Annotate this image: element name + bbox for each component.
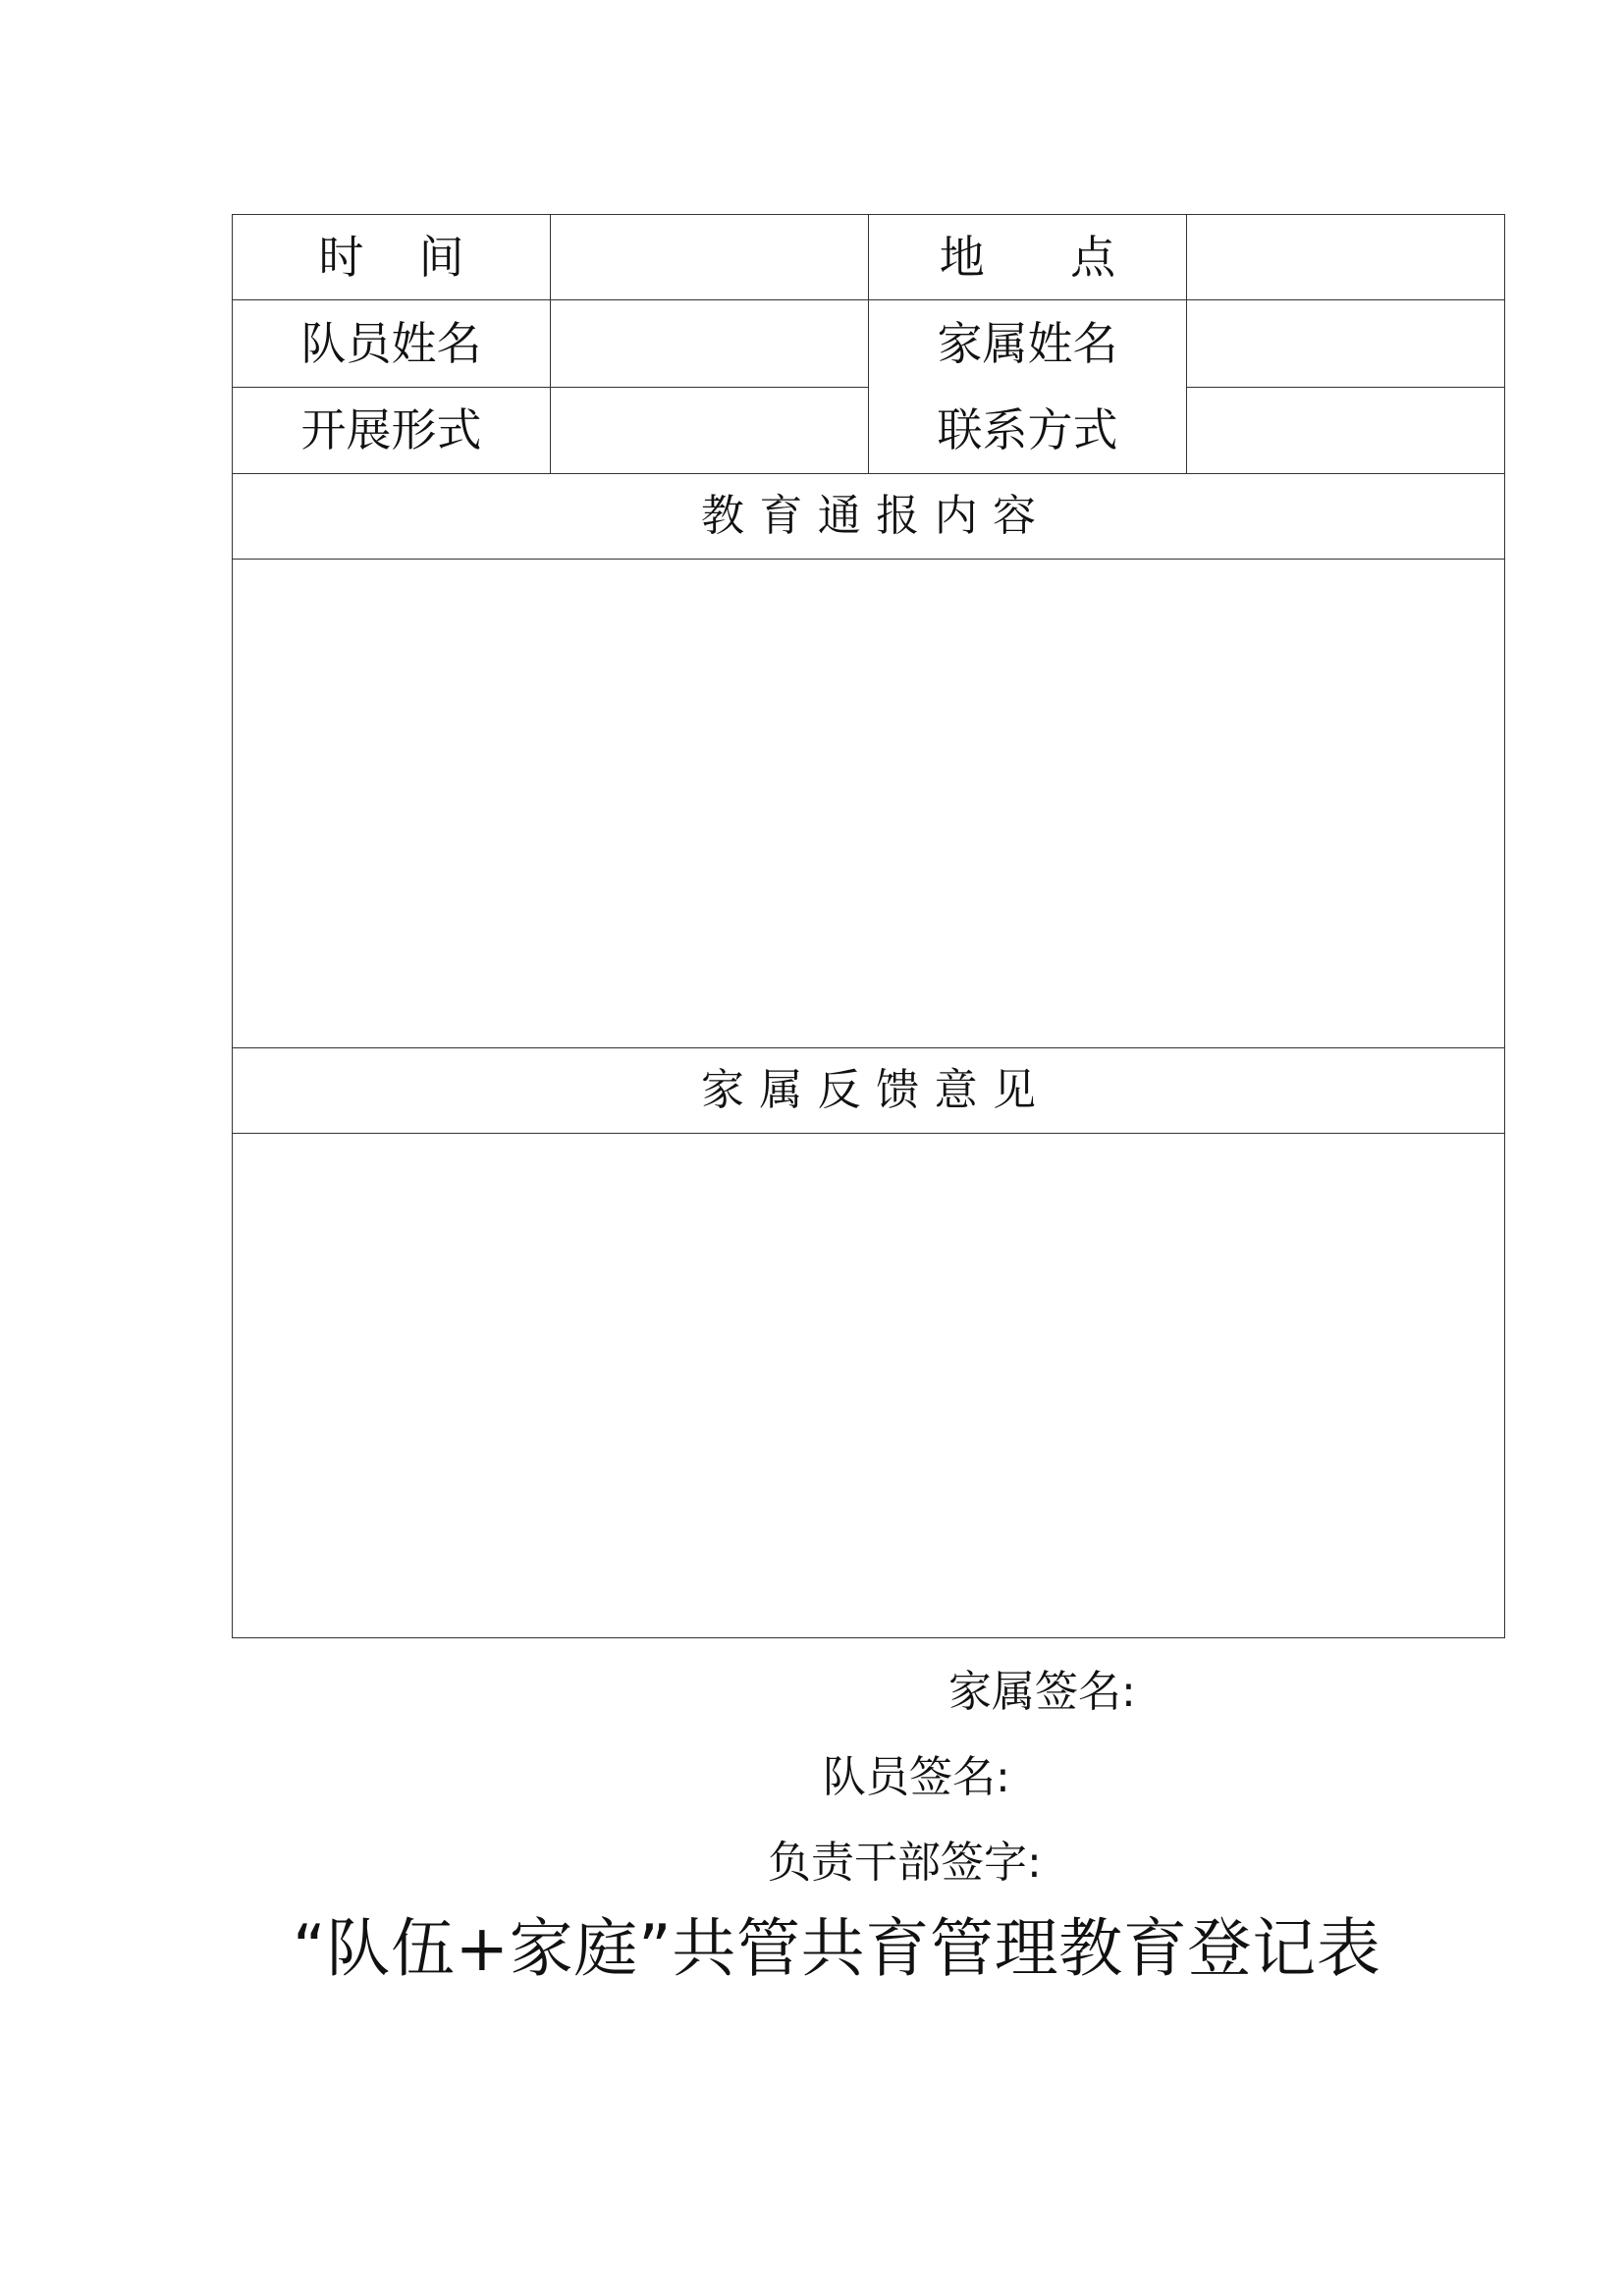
time-label: 时 间 — [318, 231, 485, 284]
row-feedback-content — [233, 1134, 1505, 1638]
contact-value-cell[interactable] — [1187, 387, 1505, 474]
leader-signature-label: 负责干部签字: — [768, 1838, 1042, 1888]
format-value-cell[interactable] — [551, 387, 869, 474]
family-contact-label-cell — [869, 300, 1187, 474]
feedback-content-area[interactable] — [233, 1134, 1505, 1638]
member-name-label: 队员姓名 — [300, 316, 482, 370]
member-name-label-cell — [233, 300, 551, 388]
row-time-location — [233, 215, 1505, 300]
family-signature-label: 家属签名: — [948, 1667, 1136, 1717]
family-contact-labels — [869, 300, 1186, 473]
location-value-cell[interactable] — [1187, 215, 1505, 300]
member-signature-label: 队员签名: — [823, 1752, 1010, 1802]
family-name-label: 家属姓名 — [937, 317, 1118, 370]
registration-form-table — [232, 214, 1505, 1638]
family-name-value-cell[interactable] — [1187, 300, 1505, 388]
row-education-content — [233, 560, 1505, 1048]
location-label-cell — [869, 215, 1187, 300]
time-label-cell — [233, 215, 551, 300]
row-education-header — [233, 474, 1505, 560]
feedback-header: 家属反馈意见 — [233, 1048, 1505, 1134]
time-value-cell[interactable] — [551, 215, 869, 300]
member-name-value-cell[interactable] — [551, 300, 869, 388]
location-label: 地 点 — [939, 231, 1136, 284]
document-title: “队伍+家庭”共管共育管理教育登记表 — [293, 1912, 1381, 1986]
contact-label: 联系方式 — [937, 403, 1118, 456]
education-header: 教育通报内容 — [233, 474, 1505, 560]
format-label-cell — [233, 387, 551, 474]
format-label: 开展形式 — [300, 403, 482, 457]
education-content-area[interactable] — [233, 560, 1505, 1048]
row-feedback-header — [233, 1048, 1505, 1134]
row-member-family-name — [233, 300, 1505, 388]
